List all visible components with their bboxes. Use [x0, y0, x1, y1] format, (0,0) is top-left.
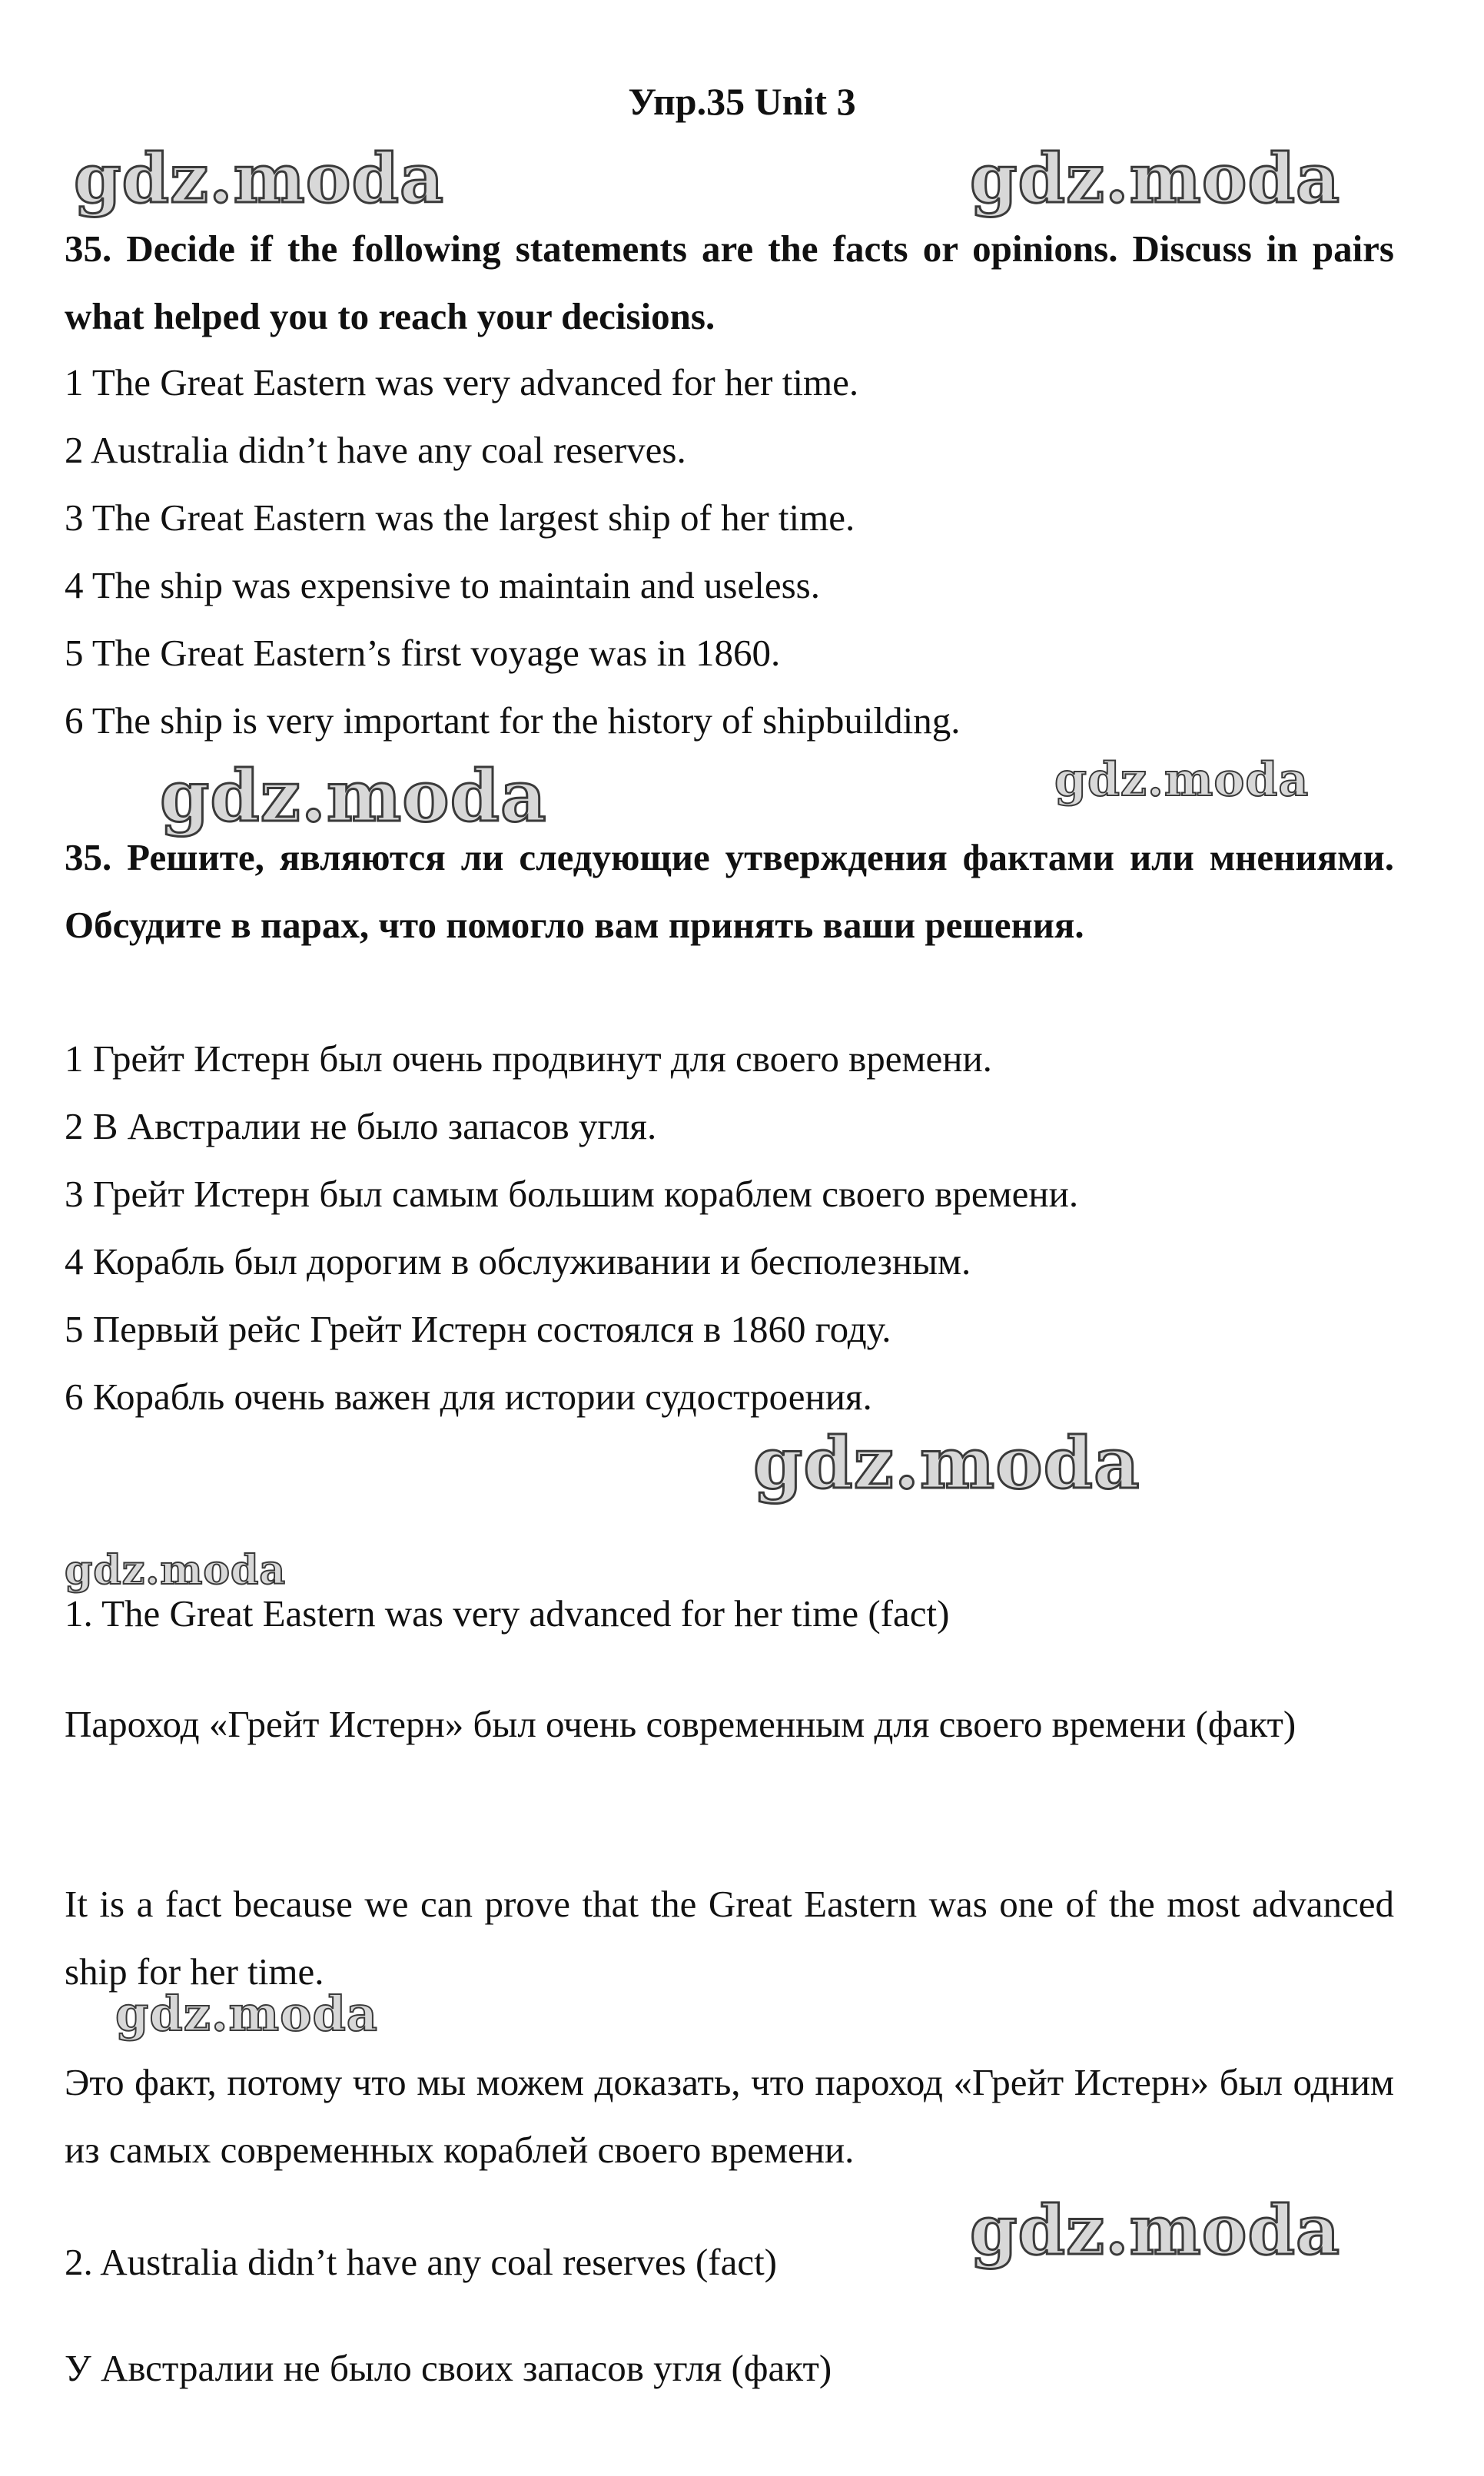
task-ru-heading: 35. Решите, являются ли следующие утверждения фактами или мнениями. Обсудите в парах, что помогло вам принять ваши решения. — [65, 836, 1394, 946]
task-ru-item: 4 Корабль был дорогим в обслуживании и бесполезным. — [65, 1240, 971, 1283]
answer-reason-ru: Это факт, потому что мы можем доказать, что пароход «Грейт Истерн» был одним из самых современных кораблей своего времени. — [65, 2061, 1394, 2171]
answer-statement-en: 2. Australia didn’t have any coal reserves (fact) — [65, 2241, 778, 2283]
watermark-logo: gdz.moda — [970, 138, 1341, 218]
watermark-logo: gdz.moda — [753, 1422, 1140, 1505]
task-en-item: 5 The Great Eastern’s first voyage was in 1860. — [65, 632, 781, 674]
task-ru-item: 5 Первый рейс Грейт Истерн состоялся в 1860 году. — [65, 1308, 891, 1350]
task-en-item: 3 The Great Eastern was the largest ship of her time. — [65, 496, 855, 539]
answer-reason-en: It is a fact because we can prove that the Great Eastern was one of the most advanced ship for her time. — [65, 1883, 1394, 1993]
watermark-logo: gdz.moda — [970, 2190, 1341, 2270]
task-en-heading: 35. Decide if the following statements are the facts or opinions. Discuss in pairs what helped you to reach your decisions. — [65, 227, 1394, 337]
watermark-logo: gdz.moda — [65, 1547, 287, 1594]
answer-statement-en: 1. The Great Eastern was very advanced for her time (fact) — [65, 1592, 950, 1635]
watermark-logo: gdz.moda — [115, 1986, 378, 2042]
watermark-logo: gdz.moda — [160, 755, 547, 838]
watermark-logo: gdz.moda — [74, 138, 445, 218]
task-en-item: 4 The ship was expensive to maintain and useless. — [65, 564, 820, 606]
watermark-logo: gdz.moda — [1054, 753, 1310, 807]
page-title: Упр.35 Unit 3 — [628, 80, 856, 123]
answer-statement-ru: Пароход «Грейт Истерн» был очень современным для своего времени (факт) — [65, 1703, 1296, 1745]
task-ru-item: 1 Грейт Истерн был очень продвинут для своего времени. — [65, 1037, 992, 1080]
task-en-item: 6 The ship is very important for the history of shipbuilding. — [65, 699, 961, 742]
answer-statement-ru: У Австралии не было своих запасов угля (факт) — [65, 2347, 832, 2389]
task-ru-item: 2 В Австралии не было запасов угля. — [65, 1105, 657, 1147]
task-en-item: 1 The Great Eastern was very advanced for her time. — [65, 361, 859, 403]
task-ru-item: 3 Грейт Истерн был самым большим кораблем своего времени. — [65, 1173, 1079, 1215]
task-ru-item: 6 Корабль очень важен для истории судостроения. — [65, 1376, 872, 1418]
task-en-item: 2 Australia didn’t have any coal reserves. — [65, 429, 686, 471]
